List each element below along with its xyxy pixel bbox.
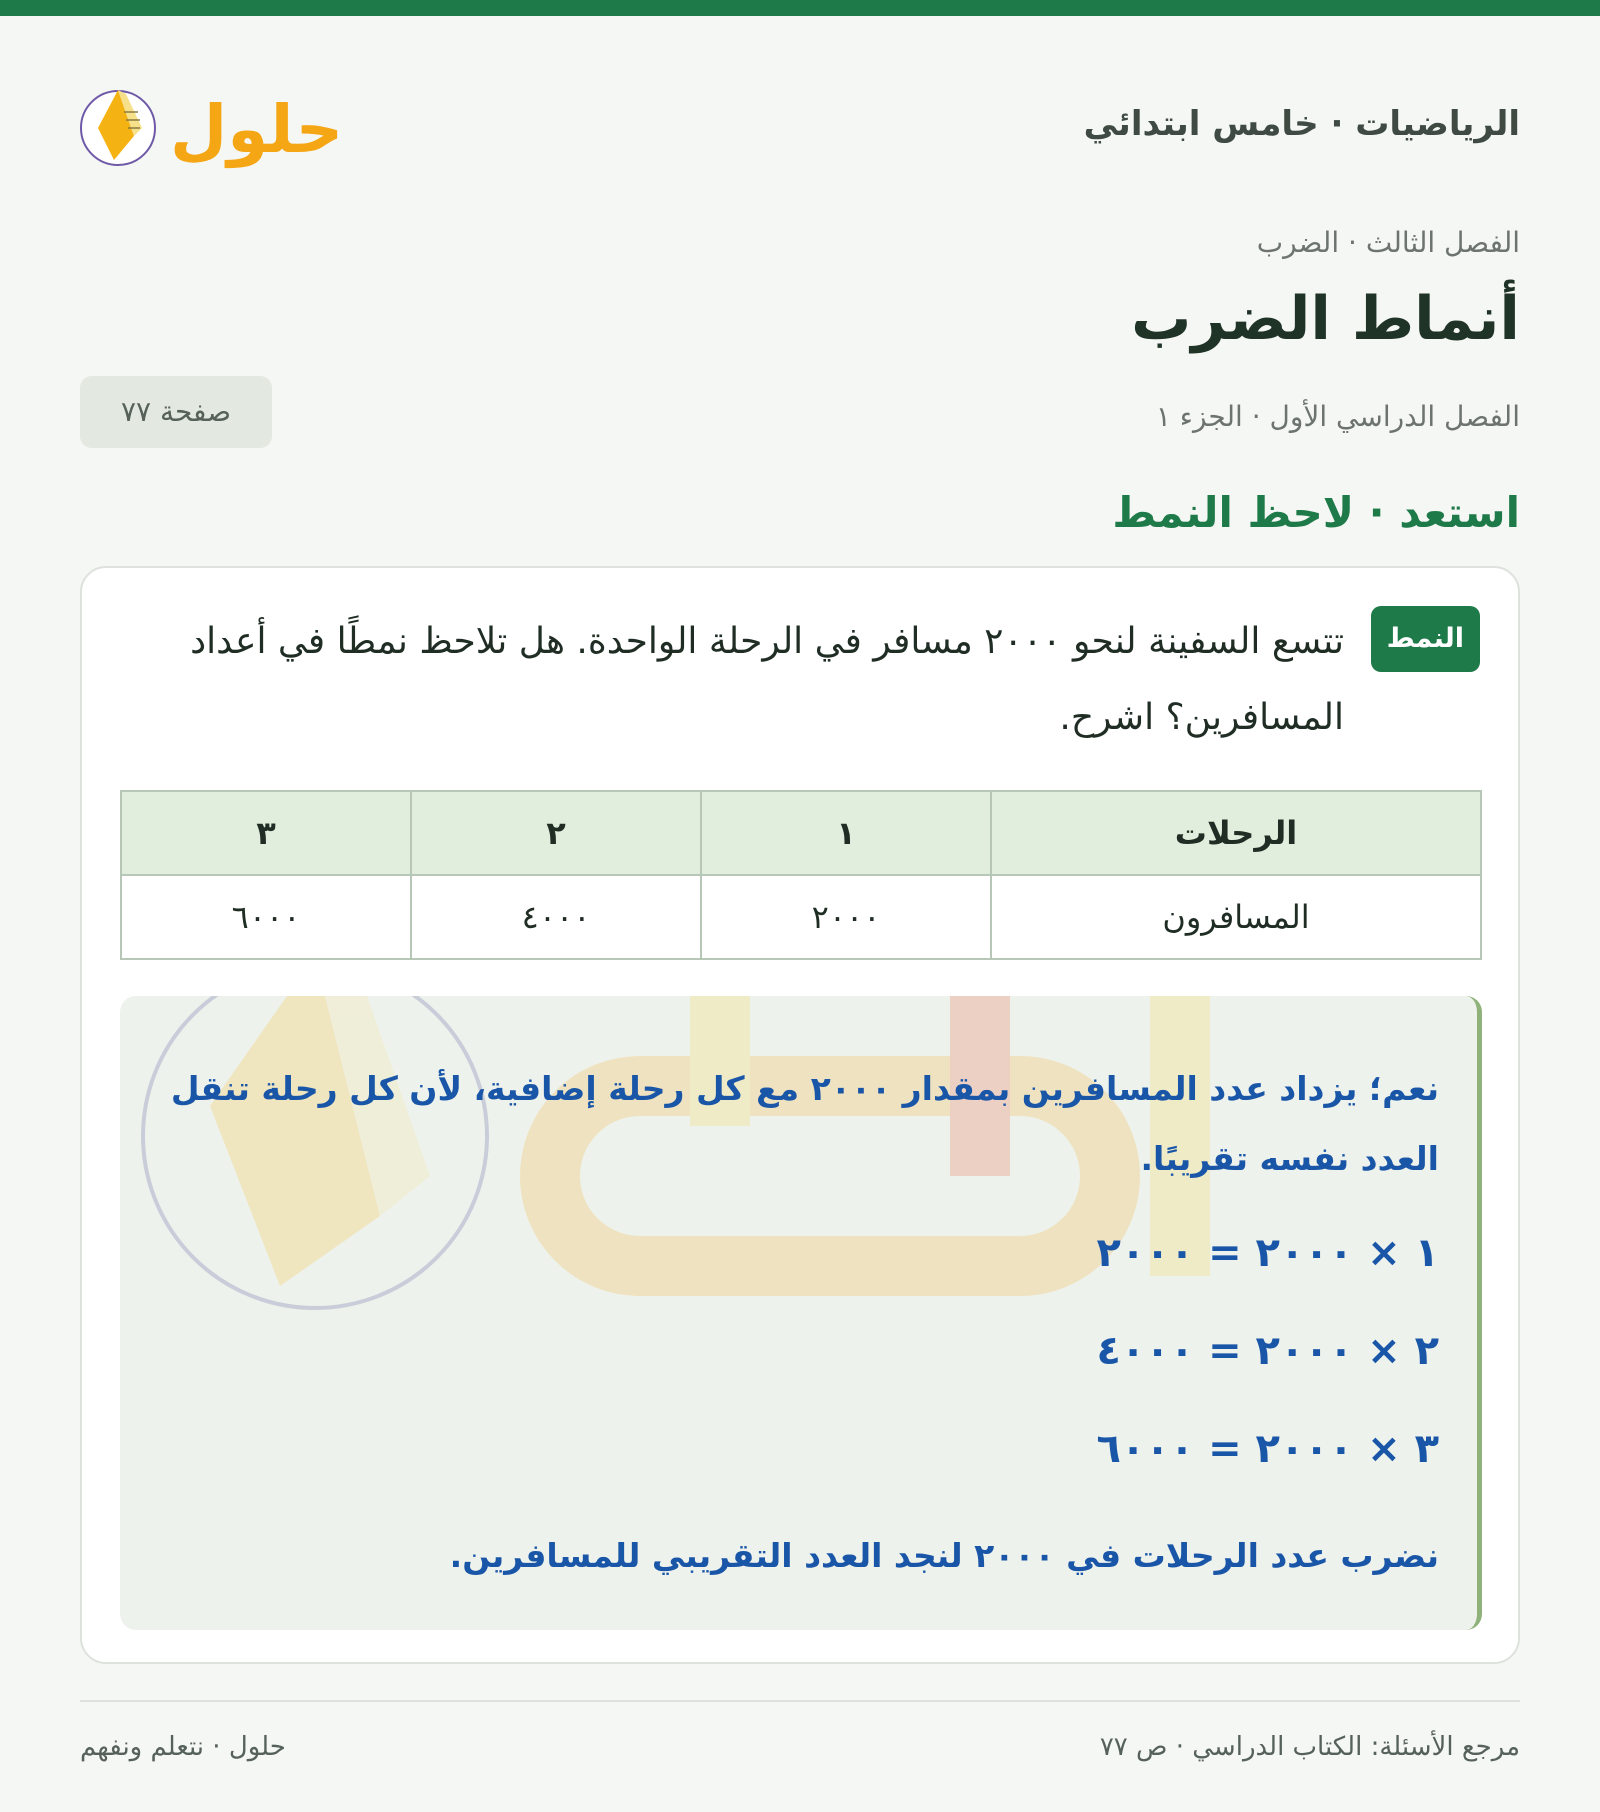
table-header-cell: ٣ <box>121 791 411 875</box>
logo-text: حلول <box>170 91 344 168</box>
lesson-title: أنماط الضرب <box>1131 284 1520 354</box>
equation: ٣ × ٢٠٠٠ = ٦٠٠٠ <box>1096 1426 1439 1472</box>
footer-divider <box>80 1700 1520 1702</box>
footer-brand[interactable]: حلول · نتعلم ونفهم <box>80 1732 286 1762</box>
section-title: استعد · لاحظ النمط <box>1112 488 1520 537</box>
page-badge: صفحة ٧٧ <box>80 376 272 448</box>
table-header-row <box>121 791 1481 875</box>
question-card <box>80 566 1520 1664</box>
table-header-cell: ٢ <box>411 791 701 875</box>
equation: ٢ × ٢٠٠٠ = ٤٠٠٠ <box>1096 1328 1439 1374</box>
equation: ١ × ٢٠٠٠ = ٢٠٠٠ <box>1096 1230 1439 1276</box>
subject-title: الرياضيات · خامس ابتدائي <box>1083 104 1520 144</box>
table-cell: ٤٠٠٠ <box>411 875 701 959</box>
hulul-logo[interactable] <box>80 68 380 178</box>
pattern-tag: النمط <box>1371 606 1480 672</box>
table-header-cell: ١ <box>701 791 991 875</box>
question-text: تتسع السفينة لنحو ٢٠٠٠ مسافر في الرحلة الواحدة. هل تلاحظ نمطًا في أعداد المسافرين؟ اشرح. <box>190 621 1344 738</box>
table-cell: ٦٠٠٠ <box>121 875 411 959</box>
answer-box <box>120 996 1482 1630</box>
table-cell: المسافرون <box>991 875 1481 959</box>
footer-reference: مرجع الأسئلة: الكتاب الدراسي · ص ٧٧ <box>1099 1732 1520 1762</box>
table-header-cell: الرحلات <box>991 791 1481 875</box>
page <box>80 16 1520 1812</box>
answer-conclusion: نضرب عدد الرحلات في ٢٠٠٠ لنجد العدد التقريبي للمسافرين. <box>449 1536 1439 1575</box>
trips-table <box>120 790 1482 960</box>
header <box>80 68 1520 168</box>
table-cell: ٢٠٠٠ <box>701 875 991 959</box>
breadcrumb: الفصل الثالث · الضرب <box>1256 226 1520 259</box>
term-info: الفصل الدراسي الأول · الجزء ١ <box>1155 400 1520 433</box>
table-row <box>121 875 1481 959</box>
top-accent-bar <box>0 0 1600 16</box>
answer-intro: نعم؛ يزداد عدد المسافرين بمقدار ٢٠٠٠ مع كل رحلة إضافية، لأن كل رحلة تنقل العدد نفسه تقريبًا. <box>170 1069 1439 1178</box>
